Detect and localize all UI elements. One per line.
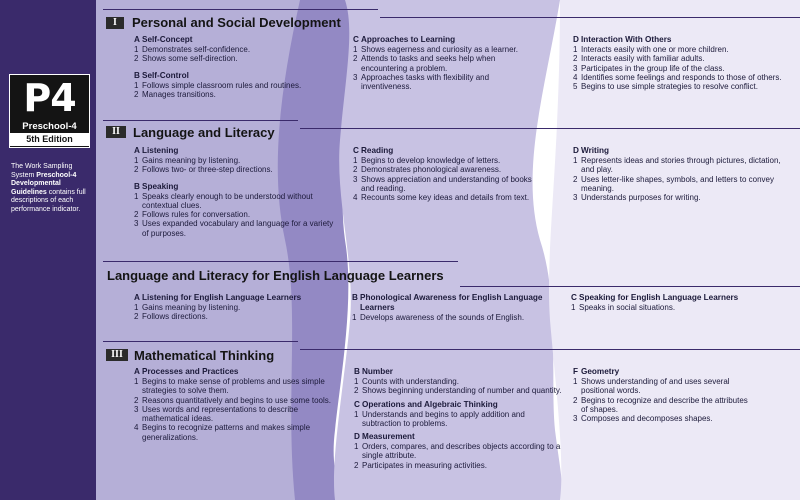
- list-item: 3 Shows appreciation and understanding of books and reading.: [353, 174, 532, 193]
- s4-a-heading: A Processes and Practices: [134, 367, 239, 376]
- section-2-rule-right: [300, 128, 800, 129]
- s1-d-heading: D Interaction With Others: [573, 35, 672, 44]
- section-1-title: Personal and Social Development: [132, 15, 341, 30]
- list-item: 1 Interacts easily with one or more children.: [573, 45, 729, 54]
- list-item: 2 Shows some self-direction.: [134, 54, 238, 64]
- list-item: 2 Interacts easily with familiar adults.: [573, 54, 705, 64]
- list-item: 3 Approaches tasks with flexibility and inventiveness.: [353, 72, 490, 92]
- list-item: 4 Identifies some feelings and responds to those of others.: [573, 72, 782, 82]
- section-1-rule: [103, 9, 378, 10]
- blurb-text-1: The Work Sampling System: [11, 163, 73, 179]
- list-item: 3 Participates in the group life of the class.: [573, 63, 725, 73]
- sidebar: [0, 0, 96, 500]
- s2-col-c: [353, 146, 538, 202]
- list-item: 1 Speaks clearly enough to be understood without contextual clues.: [134, 191, 313, 210]
- section-2-rule: [103, 120, 298, 121]
- s4-d-heading: D Measurement: [354, 432, 415, 442]
- s4-c-heading: C Operations and Algebraic Thinking: [354, 399, 498, 409]
- section-ell-rule-right: [460, 286, 800, 287]
- s1-col-d: [573, 35, 788, 91]
- s4-col-f: [573, 367, 753, 423]
- list-item: 4 Begins to recognize patterns and makes simple generalizations.: [134, 423, 311, 442]
- s3-col-b: [352, 293, 562, 322]
- logo-edition: 5th Edition: [10, 133, 89, 146]
- list-item: 3 Uses words and representations to describe mathematical ideas.: [134, 404, 299, 424]
- list-item: 1 Orders, compares, and describes objects according to a single attribute.: [354, 442, 561, 461]
- section-1-rule-right: [380, 17, 800, 18]
- s2-a-heading: A Listening: [134, 146, 179, 155]
- list-item: 1 Represents ideas and stories through pictures, dictation, and play.: [573, 156, 781, 175]
- list-item: 4 Recounts some key ideas and details from text.: [353, 193, 530, 203]
- p4-logo: [9, 74, 90, 148]
- s3-c-heading: C Speaking for English Language Learners: [571, 293, 739, 302]
- section-2-numeral: II: [106, 126, 126, 138]
- list-item: 3 Uses expanded vocabulary and language for a variety of purposes.: [134, 219, 334, 238]
- blurb-text-bold: Preschool-4 Developmental Guidelines: [11, 171, 77, 196]
- list-item: 3 Composes and decomposes shapes.: [573, 414, 713, 424]
- list-item: 2 Manages transitions.: [134, 89, 216, 99]
- list-item: 1 Gains meaning by listening.: [134, 156, 241, 165]
- list-item: 2 Follows rules for conversation.: [134, 210, 251, 220]
- s4-col-b: [354, 367, 564, 470]
- s3-a-heading: A Listening for English Language Learners: [134, 293, 302, 302]
- list-item: 1 Shows understanding of and uses several positional words.: [573, 377, 730, 396]
- section-3-numeral: III: [106, 349, 128, 361]
- list-item: 5 Begins to use simple strategies to resolve conflict.: [573, 82, 758, 92]
- s3-col-a: [134, 293, 334, 322]
- section-3-title: Mathematical Thinking: [134, 348, 275, 363]
- s2-d-heading: D Writing: [573, 146, 610, 155]
- s2-b-heading: B Speaking: [134, 181, 179, 191]
- list-item: 1 Begins to make sense of problems and uses simple strategies to solve them.: [134, 377, 325, 396]
- section-ell-rule: [103, 261, 458, 262]
- list-item: 2 Follows two- or three-step directions.: [134, 165, 273, 175]
- list-item: 1 Begins to develop knowledge of letters.: [353, 156, 501, 165]
- s1-c-heading: C Approaches to Learning: [353, 35, 456, 44]
- list-item: 1 Shows eagerness and curiosity as a learner.: [353, 45, 518, 54]
- section-2-title: Language and Literacy: [133, 125, 275, 140]
- list-item: 1 Follows simple classroom rules and routines.: [134, 80, 302, 90]
- list-item: 1 Gains meaning by listening.: [134, 303, 241, 312]
- list-item: 1 Counts with understanding.: [354, 377, 459, 386]
- blurb-text-2: contains full descriptions of each performance indicator.: [11, 188, 86, 213]
- list-item: 3 Understands purposes for writing.: [573, 193, 701, 203]
- section-1-numeral: I: [106, 17, 124, 29]
- list-item: 2 Attends to tasks and seeks help when encountering a problem.: [353, 54, 496, 73]
- s4-col-a: [134, 367, 344, 442]
- list-item: 2 Shows beginning understanding of number and quantity.: [354, 386, 562, 396]
- s2-col-a: [134, 146, 334, 238]
- list-item: 2 Follows directions.: [134, 312, 208, 322]
- list-item: 2 Demonstrates phonological awareness.: [353, 165, 502, 175]
- s3-b-heading: B Phonological Awareness for English Language Learners: [352, 293, 543, 312]
- list-item: 2 Uses letter-like shapes, symbols, and letters to convey meaning.: [573, 174, 774, 193]
- list-item: 2 Begins to recognize and describe the attributes of shapes.: [573, 395, 748, 414]
- section-3-rule: [103, 341, 298, 342]
- s4-f-heading: F Geometry: [573, 367, 620, 376]
- s4-b-heading: B Number: [354, 367, 393, 376]
- heading-text: Self-Concept: [142, 35, 193, 44]
- list-item: 1 Demonstrates self-confidence.: [134, 45, 251, 54]
- list-item: 2 Reasons quantitatively and begins to use some tools.: [134, 395, 332, 405]
- list-item: 1 Speaks in social situations.: [571, 303, 676, 312]
- sidebar-blurb: [11, 163, 91, 215]
- list-item: 2 Participates in measuring activities.: [354, 460, 487, 470]
- logo-preschool: Preschool-4: [22, 121, 77, 132]
- s2-col-d: [573, 146, 788, 202]
- s3-col-c: [571, 293, 791, 312]
- list-item: 1 Develops awareness of the sounds of English.: [352, 313, 525, 322]
- s2-c-heading: C Reading: [353, 146, 394, 155]
- s1-b-heading: B Self-Control: [134, 70, 189, 80]
- list-item: 1 Understands and begins to apply addition and subtraction to problems.: [354, 409, 525, 428]
- logo-p4: P4: [23, 76, 76, 120]
- s1-col-a: [134, 35, 334, 99]
- s1-col-c: [353, 35, 528, 91]
- s1-a-heading: [134, 35, 334, 45]
- section-3-rule-right: [300, 349, 800, 350]
- section-ell-title: Language and Literacy for English Language Learners: [107, 268, 444, 283]
- letter: A: [134, 35, 140, 44]
